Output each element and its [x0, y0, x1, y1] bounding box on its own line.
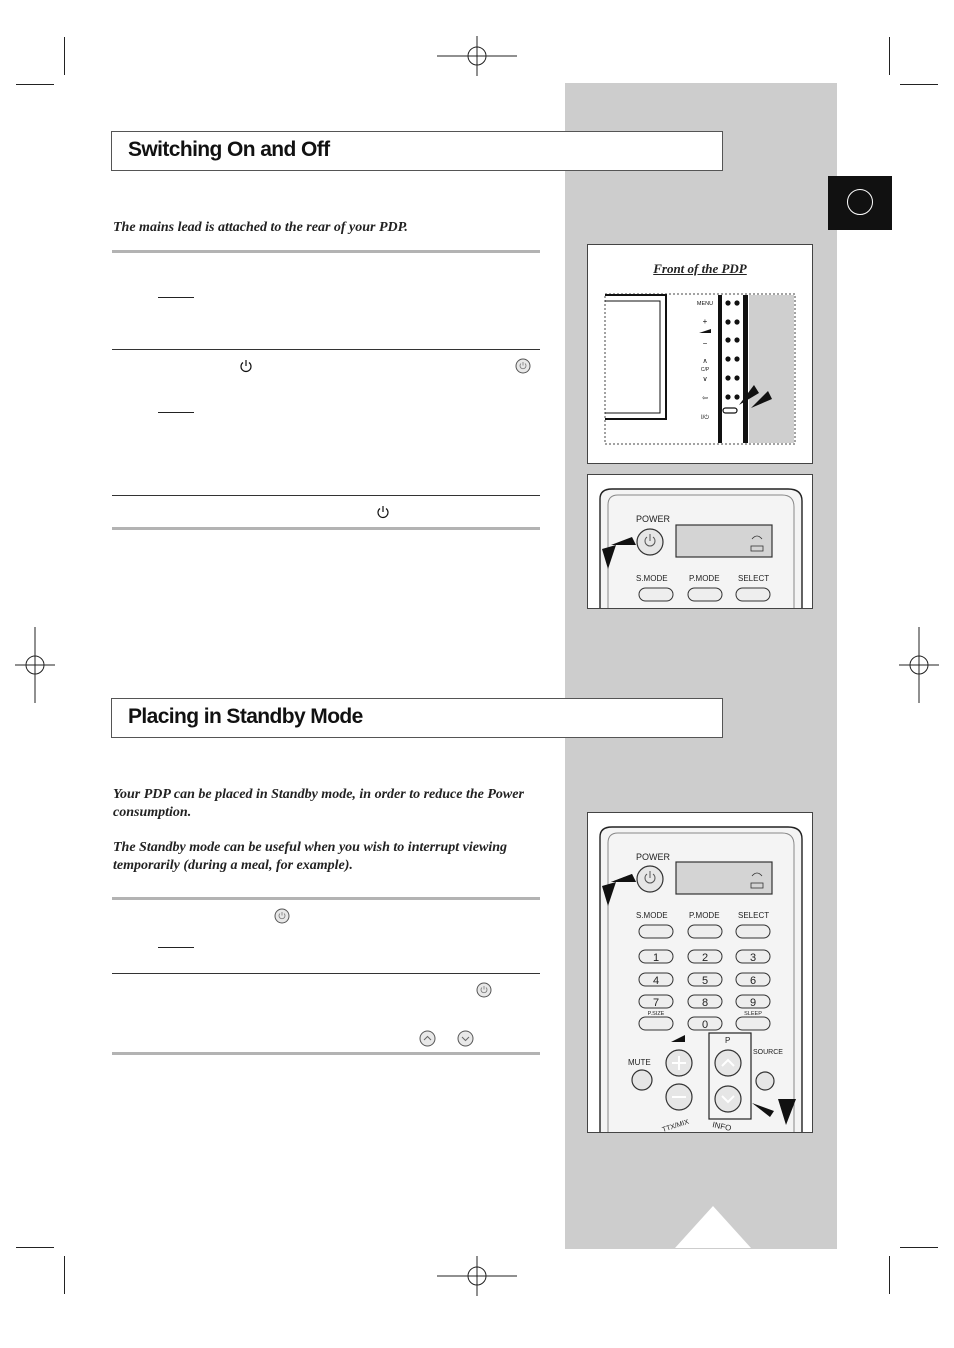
p-label: P [725, 1036, 731, 1045]
channel-down-icon [457, 1030, 474, 1047]
digit-8: 8 [701, 997, 709, 1009]
note-marker [158, 412, 194, 413]
pmode-label: P.MODE [689, 911, 720, 920]
front-panel-drawing [604, 293, 798, 447]
divider [112, 897, 540, 900]
crop-mark [889, 37, 890, 75]
figure-caption: Front of the PDP [653, 261, 747, 276]
psize-label: P.SIZE [647, 1011, 665, 1017]
section-title: Switching On and Off [128, 138, 330, 161]
select-label: SELECT [738, 574, 770, 583]
front-label-plus: + [702, 317, 708, 326]
source-label: SOURCE [753, 1049, 783, 1056]
front-label-minus: − [702, 339, 708, 348]
crop-mark [16, 1247, 54, 1248]
smode-label: S.MODE [636, 911, 668, 920]
intro-text: The mains lead is attached to the rear of your PDP. [113, 220, 408, 235]
note-marker [158, 297, 194, 298]
power-symbol-icon [376, 505, 390, 519]
section-heading [111, 131, 723, 171]
digit-5: 5 [701, 975, 709, 987]
remote-figure-small [587, 474, 813, 609]
divider [112, 973, 540, 974]
power-button-icon [515, 358, 531, 374]
mute-label: MUTE [628, 1058, 651, 1067]
power-symbol-icon [239, 359, 253, 373]
crop-mark [16, 84, 54, 85]
language-tab-icon [847, 189, 873, 215]
language-tab [828, 176, 892, 230]
intro-text: Your PDP can be placed in Standby mode, in order to reduce the Power consumption. [113, 787, 524, 820]
power-button-icon [274, 908, 290, 924]
digit-4: 4 [652, 975, 660, 987]
registration-mark [15, 627, 55, 703]
registration-mark [437, 36, 517, 76]
info-label: INFO [711, 1120, 733, 1133]
divider [112, 349, 540, 350]
front-panel-figure [587, 244, 813, 464]
digit-1: 1 [652, 952, 660, 964]
digit-2: 2 [701, 952, 709, 964]
registration-mark [437, 1256, 517, 1296]
pmode-label: P.MODE [689, 574, 720, 583]
section-heading [111, 698, 723, 738]
front-label-power: I/⏻ [700, 415, 710, 421]
digit-0: 0 [701, 1019, 709, 1031]
sleep-label: SLEEP [744, 1011, 762, 1017]
remote-drawing-small [588, 475, 813, 609]
section-title: Placing in Standby Mode [128, 705, 363, 728]
front-label-down: ∨ [702, 376, 708, 383]
digit-9: 9 [749, 997, 757, 1009]
digit-7: 7 [652, 997, 660, 1009]
page-marker-triangle [675, 1206, 751, 1248]
front-label-menu: MENU [696, 301, 714, 307]
channel-up-icon [419, 1030, 436, 1047]
crop-mark [889, 1256, 890, 1294]
divider [112, 527, 540, 530]
divider [112, 250, 540, 253]
crop-mark [64, 37, 65, 75]
divider [112, 495, 540, 496]
front-label-up: ∧ [702, 358, 708, 365]
power-label: POWER [636, 852, 671, 862]
front-label-cp: C/P [700, 367, 710, 373]
power-label: POWER [636, 514, 671, 524]
digit-3: 3 [749, 952, 757, 964]
smode-label: S.MODE [636, 574, 668, 583]
front-label-source: ⇦ [702, 395, 708, 402]
note-marker [158, 947, 194, 948]
remote-figure-large [587, 812, 813, 1133]
divider [112, 1052, 540, 1055]
registration-mark [899, 627, 939, 703]
crop-mark [64, 1256, 65, 1294]
crop-mark [900, 1247, 938, 1248]
crop-mark [900, 84, 938, 85]
digit-6: 6 [749, 975, 757, 987]
select-label: SELECT [738, 911, 770, 920]
intro-text-2: The Standby mode can be useful when you wish to interrupt viewing temporarily (during a meal, for example). [113, 840, 507, 873]
remote-drawing-large [588, 813, 813, 1133]
power-button-icon [476, 982, 492, 998]
ttx-label: TTX/MIX [661, 1118, 690, 1134]
